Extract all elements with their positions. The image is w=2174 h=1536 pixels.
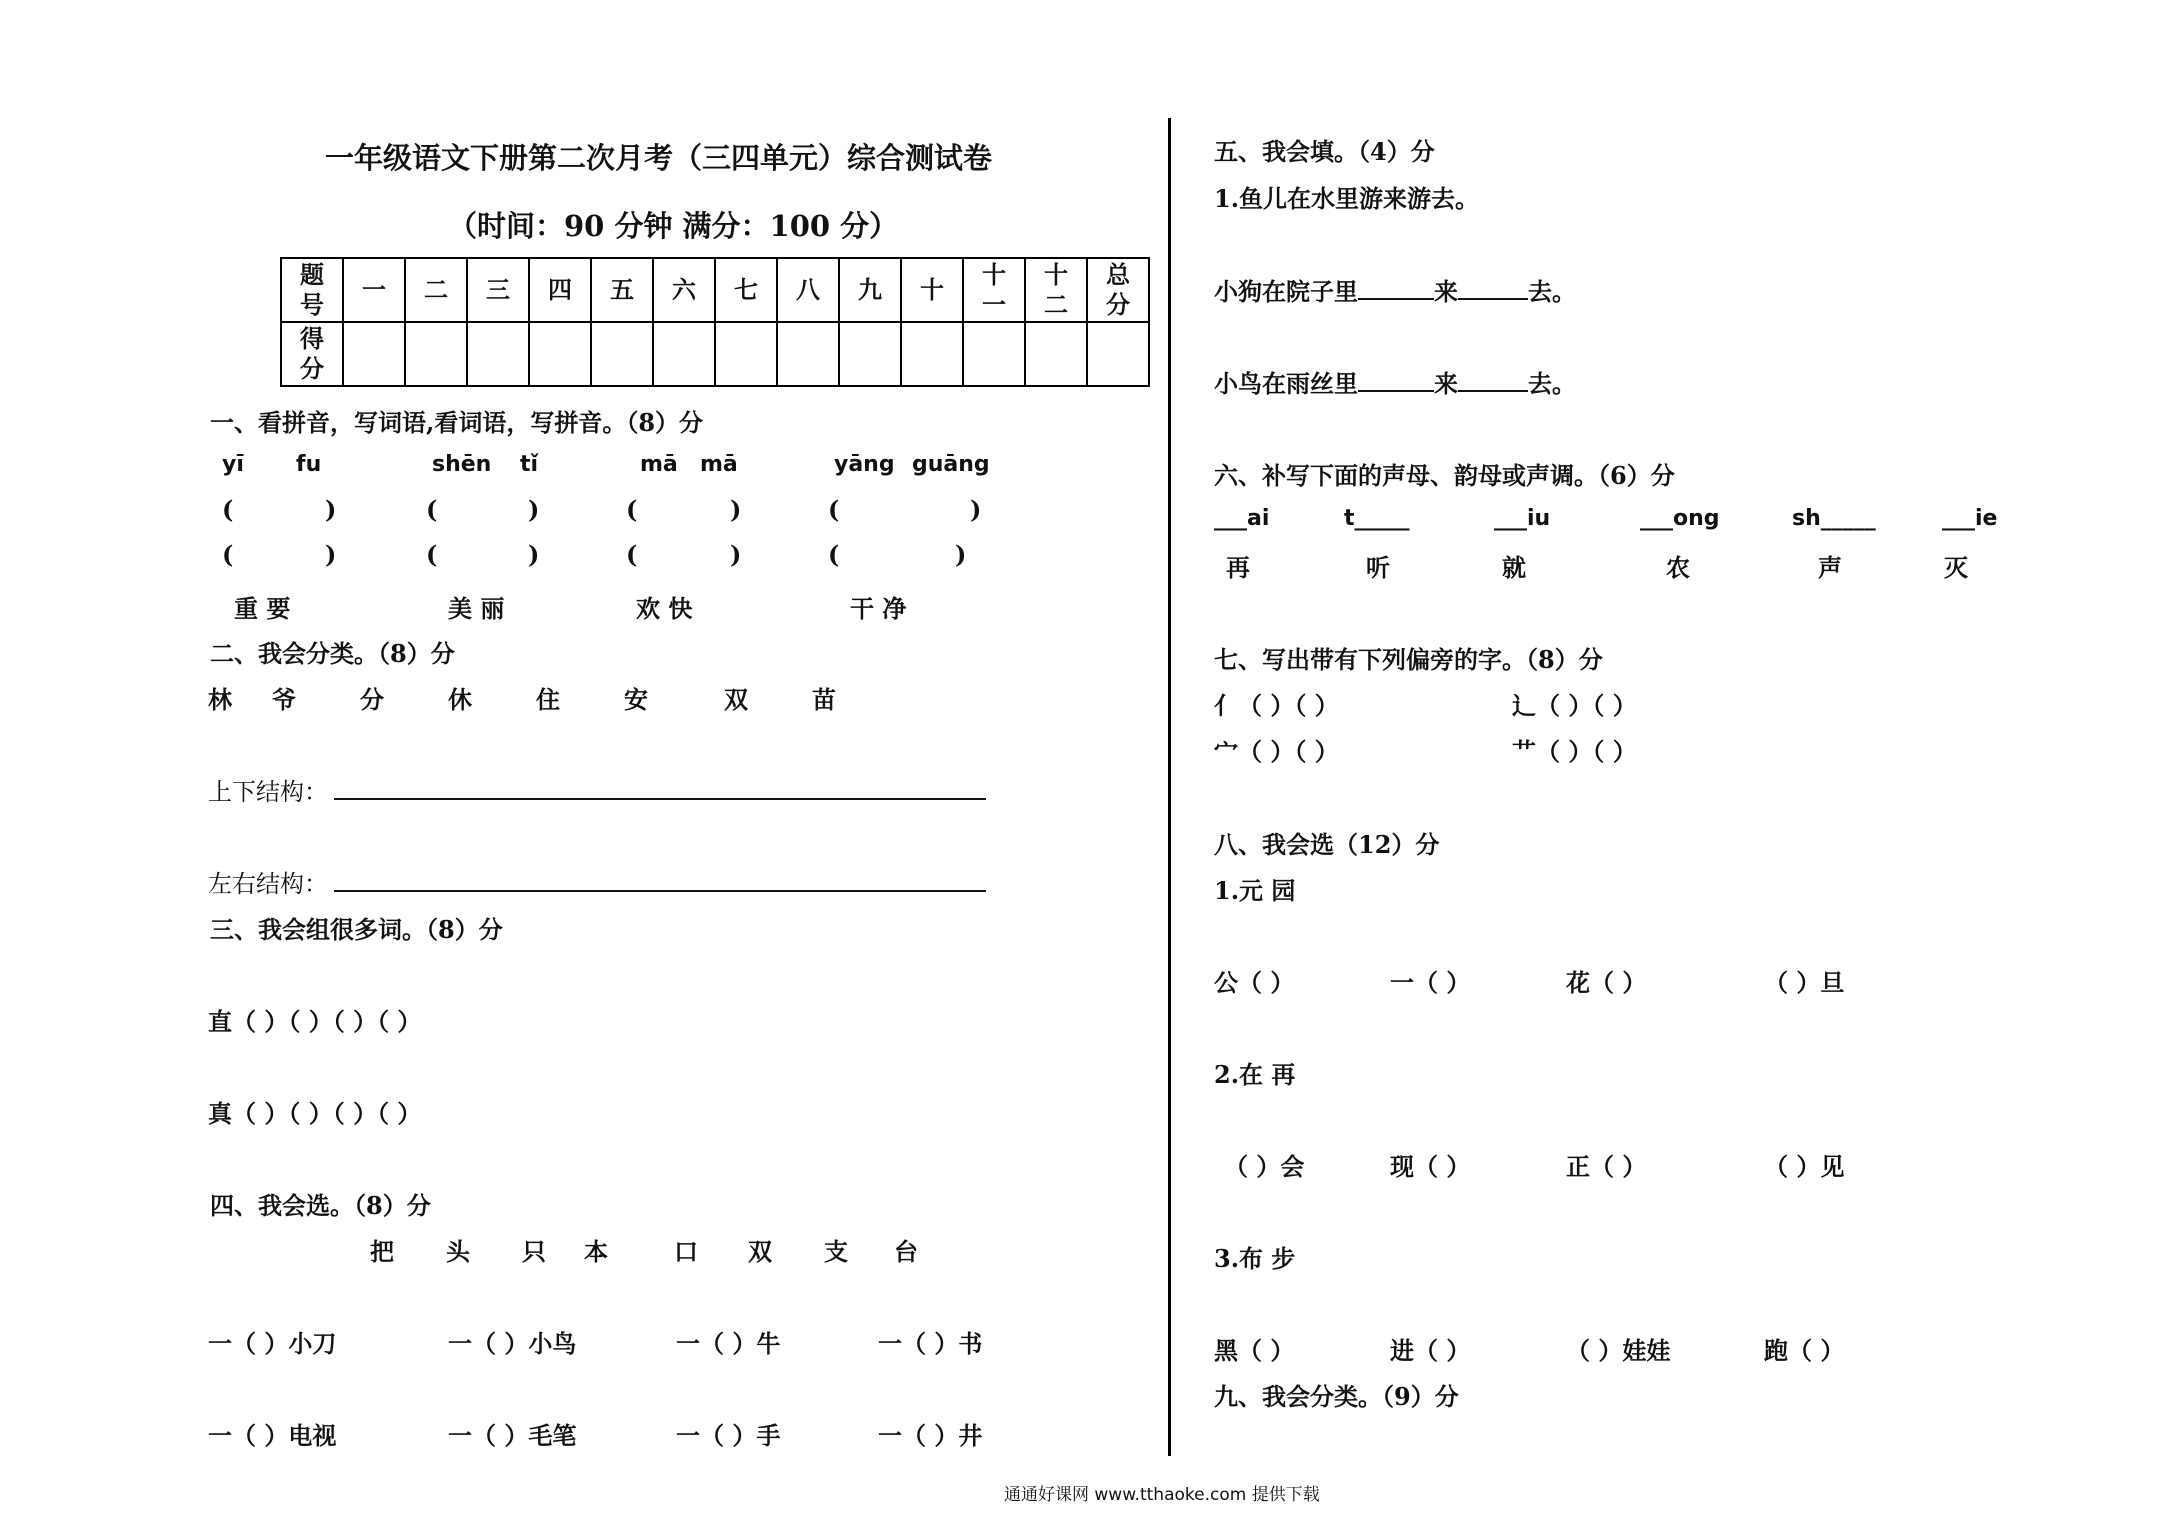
pinyin: mā bbox=[700, 452, 738, 477]
score-table bbox=[280, 257, 1150, 387]
paren-open: ( bbox=[828, 540, 840, 569]
q8-item: 现（ ） bbox=[1390, 1152, 1471, 1181]
score-cell[interactable] bbox=[343, 322, 405, 386]
q6-pinyin: sh_____ bbox=[1792, 506, 1876, 531]
paren-close: ) bbox=[325, 495, 337, 524]
score-col: 八 bbox=[777, 258, 839, 322]
pinyin: tǐ bbox=[520, 452, 539, 477]
q7-row: 亻（ ）（ ） bbox=[1214, 691, 1339, 720]
score-col: 一 bbox=[343, 258, 405, 322]
q4-option: 口 bbox=[674, 1237, 698, 1266]
q8-item: 进（ ） bbox=[1390, 1336, 1471, 1365]
paren-close: ) bbox=[325, 540, 337, 569]
q5-line: 小鸟在雨丝里 来 去。 bbox=[1214, 369, 1576, 398]
score-col-total: 总 分 bbox=[1087, 258, 1149, 322]
q8-item: 黑（ ） bbox=[1214, 1336, 1295, 1365]
q2-char: 双 bbox=[724, 685, 748, 714]
q6-char: 就 bbox=[1502, 553, 1526, 582]
q2-char: 休 bbox=[448, 685, 472, 714]
score-col: 十 bbox=[901, 258, 963, 322]
q3-heading: 三、我会组很多词。（8）分 bbox=[210, 915, 503, 944]
q4-item: 一（ ）手 bbox=[676, 1421, 781, 1450]
q6-pinyin: t_____ bbox=[1344, 506, 1410, 531]
q9-heading: 九、我会分类。（9）分 bbox=[1214, 1382, 1459, 1411]
exam-subtitle: （时间：90 分钟 满分：100 分） bbox=[448, 209, 899, 243]
paren-close: ) bbox=[528, 540, 540, 569]
paren-close: ) bbox=[528, 495, 540, 524]
paren-open: ( bbox=[426, 540, 438, 569]
paren-open: ( bbox=[222, 495, 234, 524]
q7-row: 辶（ ）（ ） bbox=[1512, 691, 1637, 720]
score-col: 五 bbox=[591, 258, 653, 322]
q2-char: 苗 bbox=[812, 685, 836, 714]
q8-item: 一（ ） bbox=[1390, 968, 1471, 997]
score-table-score-row bbox=[281, 322, 1149, 386]
q8-item: 花（ ） bbox=[1566, 968, 1647, 997]
score-col: 二 bbox=[405, 258, 467, 322]
q7-row: 艹（ ）（ ） bbox=[1512, 737, 1637, 766]
q4-option: 头 bbox=[446, 1237, 470, 1266]
q4-option: 把 bbox=[370, 1237, 394, 1266]
q7-heading: 七、写出带有下列偏旁的字。（8）分 bbox=[1214, 645, 1603, 674]
q6-char: 灭 bbox=[1944, 553, 1968, 582]
pinyin: shēn bbox=[432, 452, 492, 477]
paren-close: ) bbox=[730, 540, 742, 569]
paren-open: ( bbox=[828, 495, 840, 524]
score-cell[interactable] bbox=[715, 322, 777, 386]
q6-char: 农 bbox=[1666, 553, 1690, 582]
q8-item: （ ）旦 bbox=[1764, 968, 1845, 997]
answer-blank[interactable] bbox=[334, 798, 986, 800]
score-cell[interactable] bbox=[777, 322, 839, 386]
pinyin: guāng bbox=[912, 452, 990, 477]
pinyin: fu bbox=[296, 452, 322, 477]
q6-char: 声 bbox=[1818, 553, 1842, 582]
score-cell[interactable] bbox=[839, 322, 901, 386]
q6-pinyin: ___ai bbox=[1214, 506, 1270, 531]
q6-pinyin: ___ong bbox=[1640, 506, 1720, 531]
q4-item: 一（ ）电视 bbox=[208, 1421, 337, 1450]
q5-line: 小狗在院子里 来 去。 bbox=[1214, 277, 1576, 306]
q2-line-label: 上下结构： bbox=[208, 778, 328, 806]
q3-row: 真（ ）（ ）（ ）（ ） bbox=[208, 1099, 422, 1128]
q5-example: 1.鱼儿在水里游来游去。 bbox=[1214, 184, 1480, 213]
q3-row: 直（ ）（ ）（ ）（ ） bbox=[208, 1007, 422, 1036]
q2-heading: 二、我会分类。（8）分 bbox=[210, 639, 455, 668]
paren-close: ) bbox=[970, 495, 982, 524]
q8-item: 公（ ） bbox=[1214, 968, 1295, 997]
q1-heading: 一、看拼音，写词语,看词语，写拼音。（8）分 bbox=[210, 408, 704, 437]
q2-char: 分 bbox=[360, 685, 384, 714]
q4-item: 一（ ）小鸟 bbox=[448, 1329, 577, 1358]
q2-line-label: 左右结构： bbox=[208, 870, 328, 898]
score-table-row-head: 得 分 bbox=[281, 322, 343, 386]
q2-char: 林 bbox=[208, 685, 232, 714]
q2-char: 安 bbox=[624, 685, 648, 714]
paren-open: ( bbox=[222, 540, 234, 569]
score-cell[interactable] bbox=[963, 322, 1025, 386]
q4-item: 一（ ）书 bbox=[878, 1329, 983, 1358]
score-cell[interactable] bbox=[653, 322, 715, 386]
q4-item: 一（ ）小刀 bbox=[208, 1329, 337, 1358]
q8-item: （ ）会 bbox=[1224, 1152, 1305, 1181]
q6-heading: 六、补写下面的声母、韵母或声调。（6）分 bbox=[1214, 461, 1675, 490]
q6-char: 听 bbox=[1366, 553, 1390, 582]
score-cell[interactable] bbox=[1025, 322, 1087, 386]
score-cell[interactable] bbox=[591, 322, 653, 386]
paren-open: ( bbox=[626, 540, 638, 569]
score-col: 四 bbox=[529, 258, 591, 322]
score-col: 九 bbox=[839, 258, 901, 322]
q6-char: 再 bbox=[1226, 553, 1250, 582]
q2-char: 爷 bbox=[272, 685, 296, 714]
score-col: 十 一 bbox=[963, 258, 1025, 322]
score-col: 十 二 bbox=[1025, 258, 1087, 322]
q8-item: （ ）娃娃 bbox=[1566, 1336, 1671, 1365]
q1-word: 重 要 bbox=[234, 594, 291, 623]
q4-option: 本 bbox=[584, 1237, 608, 1266]
score-cell[interactable] bbox=[405, 322, 467, 386]
q4-heading: 四、我会选。（8）分 bbox=[210, 1191, 431, 1220]
pinyin: yī bbox=[222, 452, 244, 477]
score-cell[interactable] bbox=[467, 322, 529, 386]
score-col: 七 bbox=[715, 258, 777, 322]
paren-close: ) bbox=[955, 540, 967, 569]
pinyin: mā bbox=[640, 452, 678, 477]
q4-option: 支 bbox=[824, 1237, 848, 1266]
q8-item: 正（ ） bbox=[1566, 1152, 1647, 1181]
q7-row: 宀（ ）（ ） bbox=[1214, 737, 1339, 766]
q1-word: 美 丽 bbox=[448, 594, 505, 623]
q8-item: 跑（ ） bbox=[1764, 1336, 1845, 1365]
paren-open: ( bbox=[626, 495, 638, 524]
q8-group-head: 1.元 园 bbox=[1214, 876, 1296, 905]
q2-char: 住 bbox=[536, 685, 560, 714]
score-col: 六 bbox=[653, 258, 715, 322]
score-table-header-row bbox=[281, 258, 1149, 322]
q4-option: 只 bbox=[522, 1237, 546, 1266]
q4-item: 一（ ）牛 bbox=[676, 1329, 781, 1358]
q6-pinyin: ___iu bbox=[1494, 506, 1551, 531]
q8-item: （ ）见 bbox=[1764, 1152, 1845, 1181]
q4-option: 双 bbox=[748, 1237, 772, 1266]
paren-open: ( bbox=[426, 495, 438, 524]
q1-word: 欢 快 bbox=[636, 594, 693, 623]
q8-heading: 八、我会选（12）分 bbox=[1214, 830, 1440, 859]
answer-blank[interactable] bbox=[334, 890, 986, 892]
score-cell[interactable] bbox=[1087, 322, 1149, 386]
score-table-row-head: 题 号 bbox=[281, 258, 343, 322]
q8-group-head: 3.布 步 bbox=[1214, 1244, 1296, 1273]
q6-pinyin: ___ie bbox=[1942, 506, 1998, 531]
page-title: 一年级语文下册第二次月考（三四单元）综合测试卷 bbox=[325, 141, 993, 175]
paren-close: ) bbox=[730, 495, 742, 524]
q4-item: 一（ ）井 bbox=[878, 1421, 983, 1450]
q8-group-head: 2.在 再 bbox=[1214, 1060, 1296, 1089]
q1-word: 干 净 bbox=[850, 594, 907, 623]
q4-item: 一（ ）毛笔 bbox=[448, 1421, 577, 1450]
q5-heading: 五、我会填。（4）分 bbox=[1214, 137, 1435, 166]
score-cell[interactable] bbox=[529, 322, 591, 386]
score-cell[interactable] bbox=[901, 322, 963, 386]
column-divider bbox=[1168, 118, 1171, 1456]
score-col: 三 bbox=[467, 258, 529, 322]
q4-option: 台 bbox=[894, 1237, 918, 1266]
download-footer: 通通好课网 www.tthaoke.com 提供下载 bbox=[1004, 1485, 1320, 1505]
pinyin: yāng bbox=[834, 452, 895, 477]
